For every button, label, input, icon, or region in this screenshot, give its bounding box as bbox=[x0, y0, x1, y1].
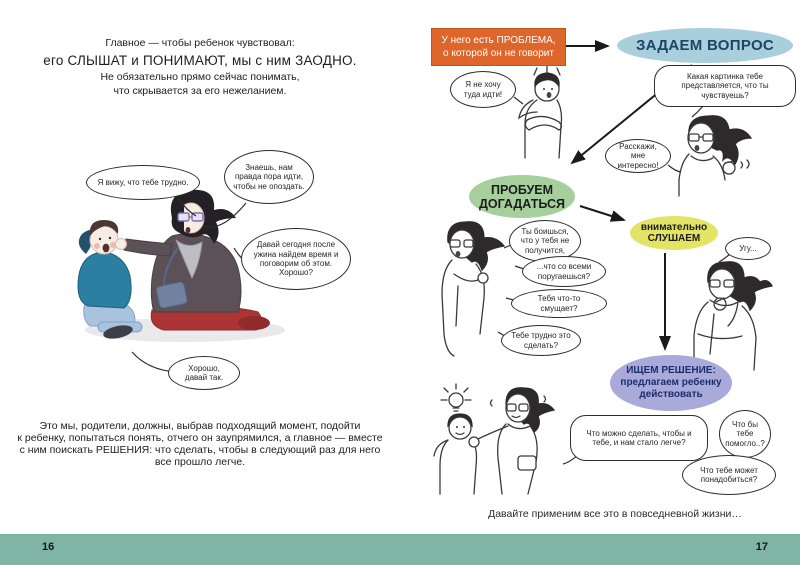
step-label: внимательно bbox=[640, 221, 708, 233]
step-try-to-guess bbox=[469, 175, 575, 218]
step-label: ПРОБУЕМ bbox=[490, 182, 554, 197]
speech-bubble: Тебе трудно это сделать? bbox=[501, 325, 581, 356]
closing-caption: Давайте применим все это в повседневной жизни… bbox=[488, 508, 742, 520]
speech-bubble: Что можно сделать, чтобы и тебе, и нам стало легче? bbox=[570, 415, 708, 461]
outro-line: все прошло легче. bbox=[154, 455, 246, 468]
intro-line: Не обязательно прямо сейчас понимать, bbox=[100, 70, 300, 83]
speech-bubble: Я вижу, что тебе трудно. bbox=[86, 165, 200, 200]
outro-line: Это мы, родители, должны, выбрав подходящий момент, подойти bbox=[39, 420, 361, 432]
upset-boy-sketch bbox=[503, 62, 571, 162]
step-label: СЛУШАЕМ bbox=[647, 233, 701, 244]
speech-bubble: Угу... bbox=[725, 237, 771, 260]
speech-bubble: Тебя что-то смущает? bbox=[511, 289, 607, 318]
step-label: ДОГАДАТЬСЯ bbox=[478, 196, 566, 211]
problem-label-box bbox=[431, 28, 566, 66]
step-ask-question bbox=[617, 28, 793, 63]
step-label: ИЩЕМ РЕШЕНИЕ: bbox=[626, 365, 716, 376]
problem-line: У него есть ПРОБЛЕМА, bbox=[441, 35, 556, 46]
lightbulb-icon bbox=[441, 384, 471, 411]
step-label: ЗАДАЕМ ВОПРОС bbox=[635, 37, 775, 54]
speech-bubble: ...что со всеми поругаешься? bbox=[522, 256, 606, 287]
intro-line-emphasis: его СЛЫШАТ и ПОНИМАЮТ, мы с ним ЗАОДНО. bbox=[43, 52, 357, 68]
speech-bubble: Что тебе может понадобиться? bbox=[682, 455, 776, 495]
problem-line: о которой он не говорит bbox=[443, 48, 554, 59]
speech-bubble: Хорошо, давай так. bbox=[168, 356, 240, 390]
footer-bar bbox=[0, 534, 800, 565]
outro-line: с ним поискать РЕШЕНИЯ: что сделать, чтобы в следующий раз для него bbox=[19, 443, 381, 456]
mother-asking-sketch bbox=[667, 110, 759, 198]
intro-text bbox=[20, 37, 380, 98]
speech-bubble: Давай сегодня после ужина найдем время и поговорим об этом. Хорошо? bbox=[241, 228, 351, 290]
step-label: действовать bbox=[639, 389, 703, 400]
step-listen-carefully bbox=[630, 216, 718, 250]
speech-bubble: Что бы тебе помогло..? bbox=[719, 410, 771, 458]
mother-boy-walking-sketch bbox=[422, 382, 582, 504]
outro-text bbox=[8, 421, 392, 469]
speech-bubble: Какая картинка тебе представляется, что ты чувствуешь? bbox=[654, 65, 796, 107]
page-number-right: 17 bbox=[755, 541, 768, 553]
speech-bubble: Ты боишься, что у тебя не получится, bbox=[509, 220, 581, 262]
speech-bubble: Знаешь, нам правда пора идти, чтобы не опоздать. bbox=[224, 150, 314, 204]
speech-bubble: Расскажи, мне интересно! bbox=[605, 139, 671, 173]
outro-line: к ребенку, попытаться понять, отчего он заупрямился, а главное — вместе bbox=[17, 431, 383, 444]
intro-line: Главное — чтобы ребенок чувствовал: bbox=[105, 37, 295, 49]
step-find-solution bbox=[610, 355, 732, 411]
page-number-left: 16 bbox=[42, 541, 55, 553]
speech-bubble: Я не хочу туда идти! bbox=[450, 71, 516, 108]
intro-line: что скрывается за его нежеланием. bbox=[113, 84, 287, 97]
mother-guessing-sketch bbox=[434, 214, 510, 358]
step-label: предлагаем ребенку bbox=[620, 377, 722, 388]
